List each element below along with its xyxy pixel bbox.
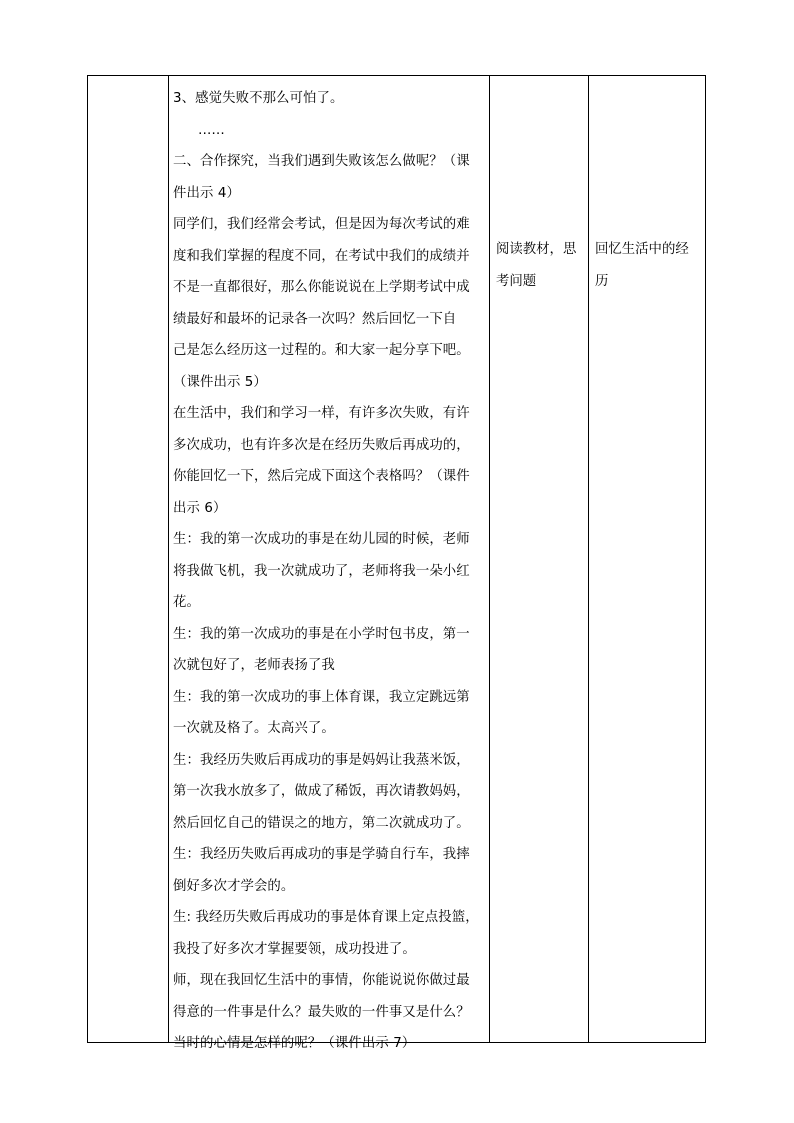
- text-line: 花。: [173, 595, 200, 610]
- text-line: 将我做飞机，我一次就成功了，老师将我一朵小红: [173, 563, 470, 579]
- text-line: 倒好多次才学会的。: [173, 878, 295, 894]
- text-line: 多次成功，也有许多次是在经历失败后再成功的，: [173, 437, 470, 453]
- text-line: 当时的心情是怎样的呢？（课件出示 7）: [173, 1036, 416, 1051]
- text-line: （课件出示 5）: [173, 374, 267, 390]
- text-line: 3、感觉失败不那么可怕了。: [173, 91, 344, 106]
- empty-label-cell: [88, 76, 168, 1042]
- text-line: 同学们，我们经常会考试，但是因为每次考试的难: [173, 217, 470, 232]
- text-line: 考问题: [496, 273, 537, 289]
- text-line: 在生活中，我们和学习一样，有许多次失败，有许: [173, 406, 470, 421]
- text-line: 二、合作探究，当我们遇到失败该怎么做呢？（课: [173, 154, 470, 169]
- text-line: 生：我经历失败后再成功的事是学骑自行车，我摔: [173, 847, 470, 862]
- text-line: 回忆生活中的经: [595, 242, 689, 257]
- text-line: 生：我经历失败后再成功的事是妈妈让我蒸米饭，: [173, 752, 470, 768]
- text-line: 得意的一件事是什么？最失败的一件事又是什么？: [173, 1004, 470, 1020]
- text-line: 件出示 4）: [173, 185, 240, 201]
- text-line: 绩最好和最坏的记录各一次吗？然后回忆一下自: [173, 311, 457, 327]
- teaching-process-cell: [168, 76, 489, 1051]
- ellipsis-line: ……: [198, 122, 225, 138]
- lesson-plan-table: [87, 75, 706, 1051]
- text-line: 生: 我经历失败后再成功的事是体育课上定点投篮，: [173, 910, 479, 925]
- text-line: 生：我的第一次成功的事上体育课，我立定跳远第: [173, 689, 470, 705]
- text-line: 你能回忆一下，然后完成下面这个表格吗？（课件: [173, 469, 470, 484]
- text-line: 生：我的第一次成功的事是在幼儿园的时候，老师: [173, 532, 470, 547]
- text-line: 阅读教材，思: [496, 242, 577, 257]
- text-line: 一次就及格了。太高兴了。: [173, 721, 335, 736]
- text-line: 度和我们掌握的程度不同，在考试中我们的成绩并: [173, 248, 470, 264]
- text-line: 不是一直都很好，那么你能说说在上学期考试中成: [173, 280, 470, 295]
- text-line: 历: [595, 273, 609, 289]
- text-line: 己是怎么经历这一过程的。和大家一起分享下吧。: [173, 343, 470, 358]
- design-intent-cell: [588, 76, 706, 1042]
- text-line: 第一次我水放多了，做成了稀饭，再次请教妈妈，: [173, 784, 470, 799]
- text-line: 师，现在我回忆生活中的事情，你能说说你做过最: [173, 973, 470, 988]
- text-line: 次就包好了，老师表扬了我: [173, 658, 335, 673]
- text-line: 出示 6）: [173, 500, 227, 516]
- student-activity-cell: [489, 76, 588, 1042]
- text-line: 然后回忆自己的错误之的地方，第二次就成功了。: [173, 815, 470, 831]
- text-line: 我投了好多次才掌握要领，成功投进了。: [173, 941, 416, 957]
- text-line: 生：我的第一次成功的事是在小学时包书皮，第一: [173, 626, 470, 642]
